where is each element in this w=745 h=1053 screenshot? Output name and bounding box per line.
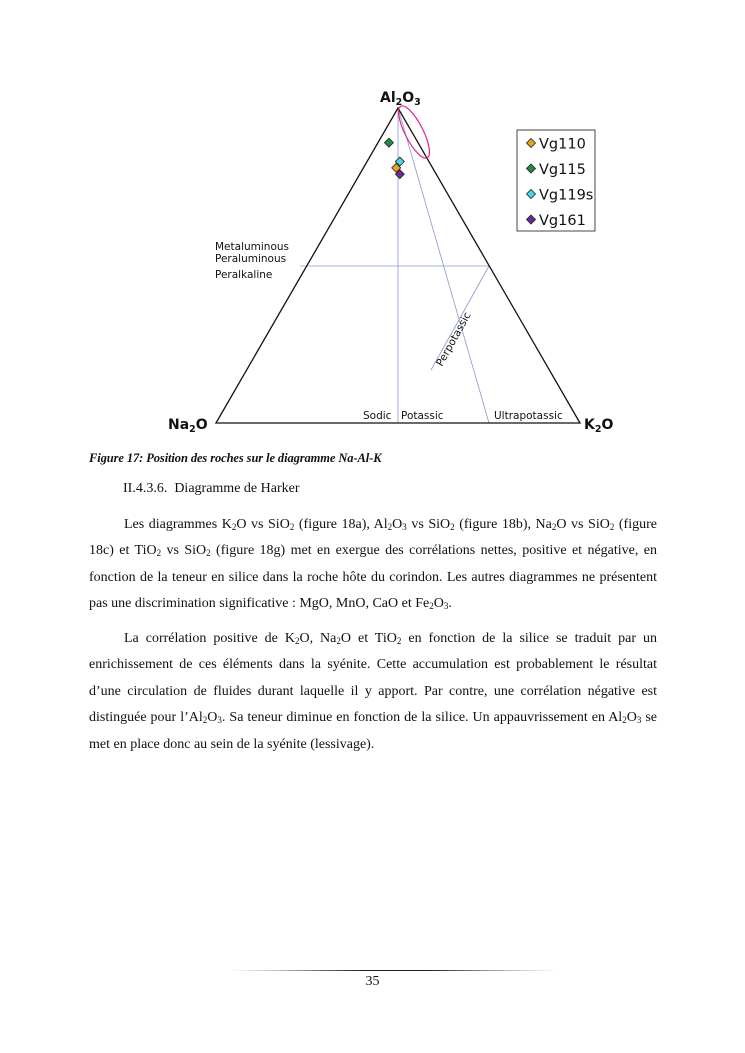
- section-heading: II.4.3.6. Diagramme de Harker: [123, 481, 300, 496]
- subscript: 2: [289, 522, 295, 532]
- paragraph-correlation-interpretation: [89, 626, 657, 758]
- text-run: (figure 18c) et TiO: [89, 517, 657, 559]
- footer-divider: [229, 970, 559, 971]
- page-number: 35: [365, 974, 380, 989]
- subscript: 2: [156, 548, 162, 559]
- perpotassic-label: Perpotassic: [434, 310, 474, 369]
- text-run: O et TiO: [340, 631, 397, 646]
- subscript: 2: [387, 522, 393, 532]
- text-run: (figure 18b), Na: [454, 517, 552, 532]
- text-run: La corrélation positive de K: [124, 631, 295, 646]
- subscript: 2: [551, 522, 557, 532]
- apex-k2o-label: $K_2O$: [584, 417, 614, 435]
- subscript: 2: [202, 715, 208, 726]
- apex-na2o-label: $Na_2O$: [168, 417, 208, 435]
- text-run: O vs SiO: [236, 517, 290, 532]
- subscript: 3: [636, 715, 642, 726]
- subscript: 2: [622, 715, 627, 726]
- legend-label-vg110: Vg110: [539, 136, 586, 153]
- ternary-diagram: [150, 82, 630, 442]
- sample-point-vg115: [384, 138, 393, 147]
- potassic-label: Potassic: [401, 410, 444, 422]
- subscript: 2: [609, 522, 615, 532]
- text-run: vs SiO: [406, 517, 451, 532]
- subscript: 2: [294, 636, 300, 646]
- text-run: (figure 18a), Al: [294, 517, 388, 532]
- text-run: . Sa teneur diminue en fonction de la silice. Un appauvrissement en Al: [221, 710, 623, 726]
- sodic-label: Sodic: [363, 410, 392, 422]
- text-run: (figure 18g) met en exergue des corrélations nettes, positive et négative, en fonction de la teneur en silice dans la roche hôte du corindon. Les autres diagrammes ne présentent pas une discrimination significative : MgO, MnO, CaO et Fe: [89, 543, 657, 612]
- subscript: 2: [206, 548, 211, 559]
- subscript: 3: [443, 601, 449, 612]
- subscript: 2: [336, 636, 341, 646]
- peralkaline-label: Peralkaline: [215, 269, 273, 281]
- subscript: 2: [231, 522, 237, 532]
- legend-label-vg161: Vg161: [539, 213, 586, 229]
- legend-label-vg119s: Vg119s: [539, 187, 594, 204]
- text-run: O: [626, 710, 637, 726]
- text-run: O: [392, 517, 403, 532]
- ultrapotassic-divider-line: [398, 108, 489, 423]
- text-run: O: [207, 710, 218, 726]
- subscript: 2: [396, 636, 402, 646]
- subscript: 2: [450, 522, 455, 532]
- text-run: .: [448, 596, 452, 612]
- text-run: en fonction de la silice se traduit par un enrichissement de ces éléments dans la syénite. Cette accumulation est probablement le résultat d’une circulation de fluides durant laquelle il y apport. Par contre, une corrélation négative est distinguée pour l’Al: [89, 631, 657, 726]
- text-run: se met en place donc au sein de la syénite (lessivage).: [89, 710, 657, 752]
- text-run: O: [433, 596, 444, 612]
- text-run: O, Na: [299, 631, 337, 646]
- metaluminous-label: Metaluminous: [215, 241, 289, 253]
- figure-caption: Figure 17: Position des roches sur le diagramme Na-Al-K: [89, 451, 382, 465]
- subscript: 3: [217, 715, 222, 726]
- paragraph-harker-description: [89, 512, 657, 618]
- sample-points: [384, 138, 404, 179]
- subscript: 2: [429, 601, 434, 612]
- text-run: Les diagrammes K: [124, 517, 232, 532]
- ultrapotassic-label: Ultrapotassic: [494, 410, 563, 422]
- legend: [517, 130, 595, 231]
- text-run: vs SiO: [161, 543, 207, 559]
- subscript: 3: [402, 522, 407, 532]
- text-run: O vs SiO: [556, 517, 610, 532]
- legend-label-vg115: Vg115: [539, 162, 586, 178]
- apex-al2o3-label: $Al_2O_3$: [380, 90, 421, 108]
- peraluminous-label: Peraluminous: [215, 253, 287, 265]
